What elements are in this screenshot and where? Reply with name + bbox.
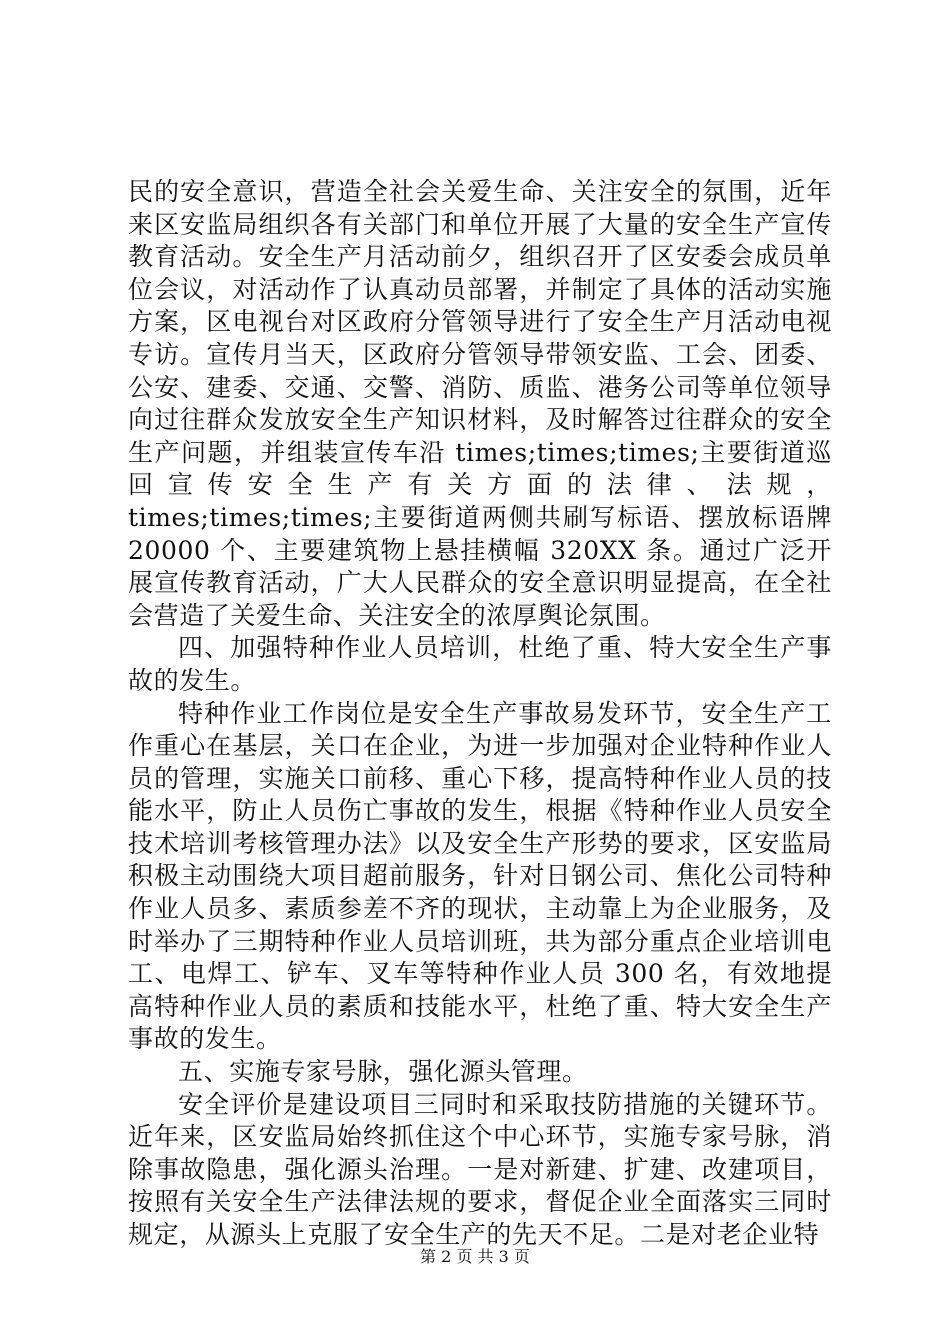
document-body (128, 176, 832, 1252)
paragraph-safety-evaluation: 安全评价是建设项目三同时和采取技防措施的关键环节。近年来，区安监局始终抓住这个中心环节，实施专家号脉，消除事故隐患，强化源头治理。一是对新建、扩建、改建项目，按照有关安全生产法律法规的要求，督促企业全面落实三同时规定，从源头上克服了安全生产的先天不足。二是对老企业特 (128, 1089, 832, 1249)
paragraph-continuation: 民的安全意识，营造全社会关爱生命、关注安全的氛围，近年来区安监局组织各有关部门和单位开展了大量的安全生产宣传教育活动。安全生产月活动前夕，组织召开了区安委会成员单位会议，对活动作了认真动员部署，并制定了具体的活动实施方案，区电视台对区政府分管领导进行了安全生产月活动电视专访。宣传月当天，区政府分管领导带领安监、工会、团委、公安、建委、交通、交警、消防、质监、港务公司等单位领导向过往群众发放安全生产知识材料，及时解答过往群众的安全生产问题，并组装宣传车沿 times;times;times;主要街道巡回宣传安全生产有关方面的法律、法规，times;times;times;主要街道两侧共刷写标语、摆放标语牌 20000 个、主要建筑物上悬挂横幅 320XX 条。通过广泛开展宣传教育活动，广大人民群众的安全意识明显提高，在全社会营造了关爱生命、关注安全的浓厚舆论氛围。 (128, 177, 832, 630)
heading-section-five: 五、实施专家号脉，强化源头管理。 (178, 1057, 588, 1087)
page-footer: 第 2 页 共 3 页 (420, 1247, 530, 1266)
heading-section-four: 四、加强特种作业人员培训，杜绝了重、特大安全生产事故的发生。 (128, 633, 832, 695)
paragraph-special-operations: 特种作业工作岗位是安全生产事故易发环节，安全生产工作重心在基层，关口在企业，为进一步加强对企业特种作业人员的管理，实施关口前移、重心下移，提高特种作业人员的技能水平，防止人员伤亡事故的发生，根据《特种作业人员安全技术培训考核管理办法》以及安全生产形势的要求，区安监局积极主动围绕大项目超前服务，针对日钢公司、焦化公司特种作业人员多、素质参差不齐的现状，主动靠上为企业服务，及时举办了三期特种作业人员培训班，共为部分重点企业培训电工、电焊工、铲车、叉车等特种作业人员 300 名，有效地提高特种作业人员的素质和技能水平，杜绝了重、特大安全生产事故的发生。 (128, 698, 832, 1054)
